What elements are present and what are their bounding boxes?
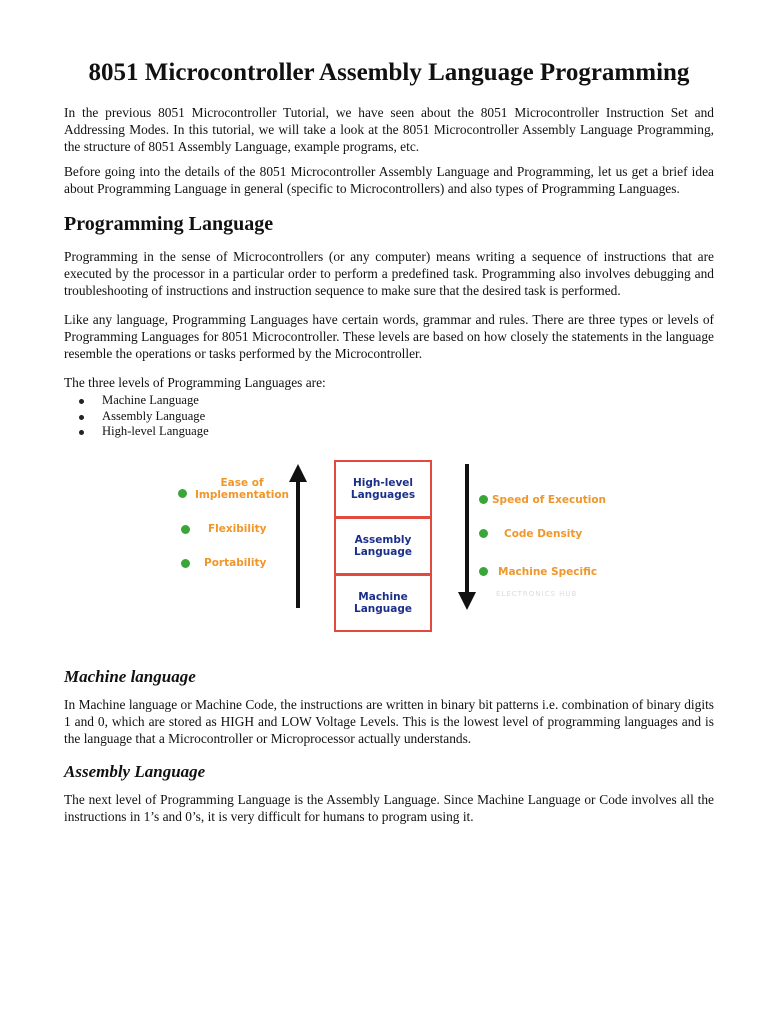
- intro-paragraph-1: In the previous 8051 Microcontroller Tutorial, we have seen about the 8051 Microcontroller Instruction Set and Addressing Modes. In this tutorial, we will take a look at the 8051 Microcontroller Assembly Language Programming, the structure of 8051 Assembly Language, example programs, etc.: [64, 105, 714, 154]
- box-assembly: [334, 517, 432, 575]
- programming-language-heading: Programming Language: [64, 213, 274, 235]
- list-item: High-level Language: [64, 424, 714, 440]
- box-label: Assembly Language: [354, 533, 412, 558]
- down-arrow-icon: [458, 464, 476, 610]
- list-item: Assembly Language: [64, 409, 714, 425]
- diagram-right-label: Machine Specific: [498, 565, 598, 578]
- green-dot-icon: [479, 567, 488, 576]
- diagram-left-label: Flexibility: [208, 522, 267, 535]
- green-dot-icon: [181, 559, 190, 568]
- programming-paragraph-3: The three levels of Programming Languages are:: [64, 375, 326, 390]
- assembly-language-paragraph: The next level of Programming Language is the Assembly Language. Since Machine Language or Code involves all the instructions in 1’s and 0’s, it is very difficult for humans to program using it.: [64, 791, 714, 824]
- diagram-left-label: Portability: [204, 556, 267, 569]
- machine-language-heading: Machine language: [64, 666, 196, 686]
- green-dot-icon: [181, 525, 190, 534]
- green-dot-icon: [479, 529, 488, 538]
- machine-language-paragraph: In Machine language or Machine Code, the instructions are written in binary bit patterns i.e. combination of binary digits 1 and 0, which are stored as HIGH and LOW Voltage Levels. This is the lowest level of programming languages and is the language that a Microcontroller or Microprocessor actually understands.: [64, 696, 714, 746]
- box-high-level: [334, 460, 432, 518]
- box-label: High-level Languages: [350, 476, 416, 501]
- intro-paragraph-2: Before going into the details of the 8051 Microcontroller Assembly Language and Programming, let us get a brief idea about Programming Language in general (specific to Microcontrollers) and also types of Programming Languages.: [64, 164, 714, 196]
- programming-paragraph-2: Like any language, Programming Languages have certain words, grammar and rules. There are three types or levels of Programming Languages for 8051 Microcontroller. These levels are based on how closely the statements in the language resemble the operations or tasks performed by the Microcontroller.: [64, 312, 714, 361]
- green-dot-icon: [479, 495, 488, 504]
- diagram-right-label: Code Density: [504, 527, 583, 540]
- document-content: [64, 58, 714, 825]
- box-machine: [334, 574, 432, 632]
- diagram-left-label: Ease of Implementation: [194, 476, 290, 501]
- watermark: ELECTRONICS HUB: [496, 589, 578, 598]
- diagram-right-label: Speed of Execution: [492, 493, 607, 506]
- green-dot-icon: [178, 489, 187, 498]
- programming-paragraph-1: Programming in the sense of Microcontrollers (or any computer) means writing a sequence of instructions that are executed by the processor in a particular order to perform a predefined task. Programming also involves debugging and troubleshooting of instructions and instruction sequence to make sure that the desired task is performed.: [64, 249, 714, 298]
- box-label: Machine Language: [354, 590, 412, 615]
- assembly-language-heading: Assembly Language: [64, 761, 206, 781]
- list-item: Machine Language: [64, 393, 714, 409]
- document-title: 8051 Microcontroller Assembly Language Programming: [88, 59, 690, 86]
- language-levels-diagram: [64, 460, 714, 640]
- levels-list: [64, 393, 714, 440]
